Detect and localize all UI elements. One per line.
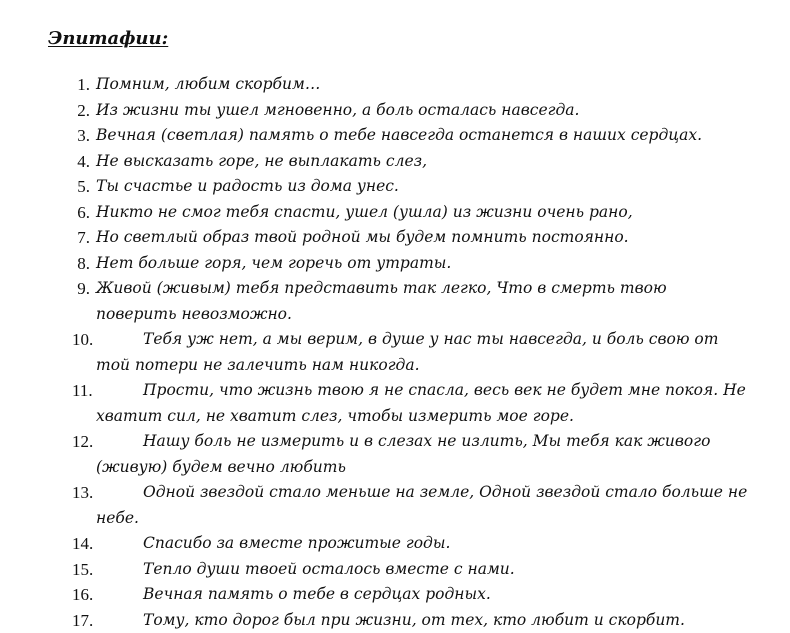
list-item-number: 11. (72, 378, 93, 404)
list-item (0, 174, 790, 200)
list-item (0, 557, 790, 583)
list-item (0, 480, 790, 531)
list-item (0, 327, 790, 378)
list-item (0, 429, 790, 480)
list-item-text: Но светлый образ твой родной мы будем помнить постоянно. (96, 225, 752, 251)
list-item-text: Нашу боль не измерить и в слезах не излить, Мы тебя как живого (живую) будем вечно любить (96, 429, 752, 480)
list-item-number: 16. (72, 582, 93, 608)
list-item-number: 6. (0, 200, 90, 226)
list-item-text: Ты счастье и радость из дома унес. (96, 174, 752, 200)
list-item-number: 8. (0, 251, 90, 277)
list-item-text: Помним, любим скорбим… (96, 72, 752, 98)
list-item (0, 200, 790, 226)
list-item (0, 378, 790, 429)
list-item-text: Не высказать горе, не выплакать слез, (96, 149, 752, 175)
list-item-text: Тепло души твоей осталось вместе с нами. (96, 557, 752, 583)
list-item-number: 14. (72, 531, 93, 557)
list-item-text: Нет больше горя, чем горечь от утраты. (96, 251, 752, 277)
list-item (0, 149, 790, 175)
list-item-text: Спасибо за вместе прожитые годы. (96, 531, 752, 557)
list-item-text: Прости, что жизнь твою я не спасла, весь век не будет мне покоя. Не хватит сил, не хватит слез, чтобы измерить мое горе. (96, 378, 752, 429)
document-heading: Эпитафии: (48, 28, 168, 49)
list-item (0, 225, 790, 251)
list-item (0, 276, 790, 327)
list-item (0, 531, 790, 557)
list-item-number: 9. (0, 276, 90, 302)
list-item-text: Вечная (светлая) память о тебе навсегда останется в наших сердцах. (96, 123, 752, 149)
list-item-text: Одной звездой стало меньше на земле, Одной звездой стало больше не небе. (96, 480, 752, 531)
list-item-number: 15. (72, 557, 93, 583)
list-item (0, 582, 790, 608)
list-item-text: Вечная память о тебе в сердцах родных. (96, 582, 752, 608)
list-item-number: 2. (0, 98, 90, 124)
list-item-text: Из жизни ты ушел мгновенно, а боль осталась навсегда. (96, 98, 752, 124)
list-item-number: 10. (72, 327, 93, 353)
list-item-number: 7. (0, 225, 90, 251)
list-item-number: 4. (0, 149, 90, 175)
list-item (0, 98, 790, 124)
list-item-number: 17. (72, 608, 93, 633)
list-item (0, 123, 790, 149)
epitaph-list (0, 72, 790, 633)
list-item-text: Никто не смог тебя спасти, ушел (ушла) из жизни очень рано, (96, 200, 752, 226)
list-item-text: Тебя уж нет, а мы верим, в душе у нас ты навсегда, и боль свою от той потери не залечить нам никогда. (96, 327, 752, 378)
list-item-text: Тому, кто дорог был при жизни, от тех, кто любит и скорбит. (96, 608, 752, 633)
list-item-number: 5. (0, 174, 90, 200)
list-item-number: 1. (0, 72, 90, 98)
list-item (0, 251, 790, 277)
list-item-number: 12. (72, 429, 93, 455)
list-item-number: 13. (72, 480, 93, 506)
list-item (0, 608, 790, 633)
list-item (0, 72, 790, 98)
list-item-text: Живой (живым) тебя представить так легко, Что в смерть твою поверить невозможно. (96, 276, 752, 327)
list-item-number: 3. (0, 123, 90, 149)
